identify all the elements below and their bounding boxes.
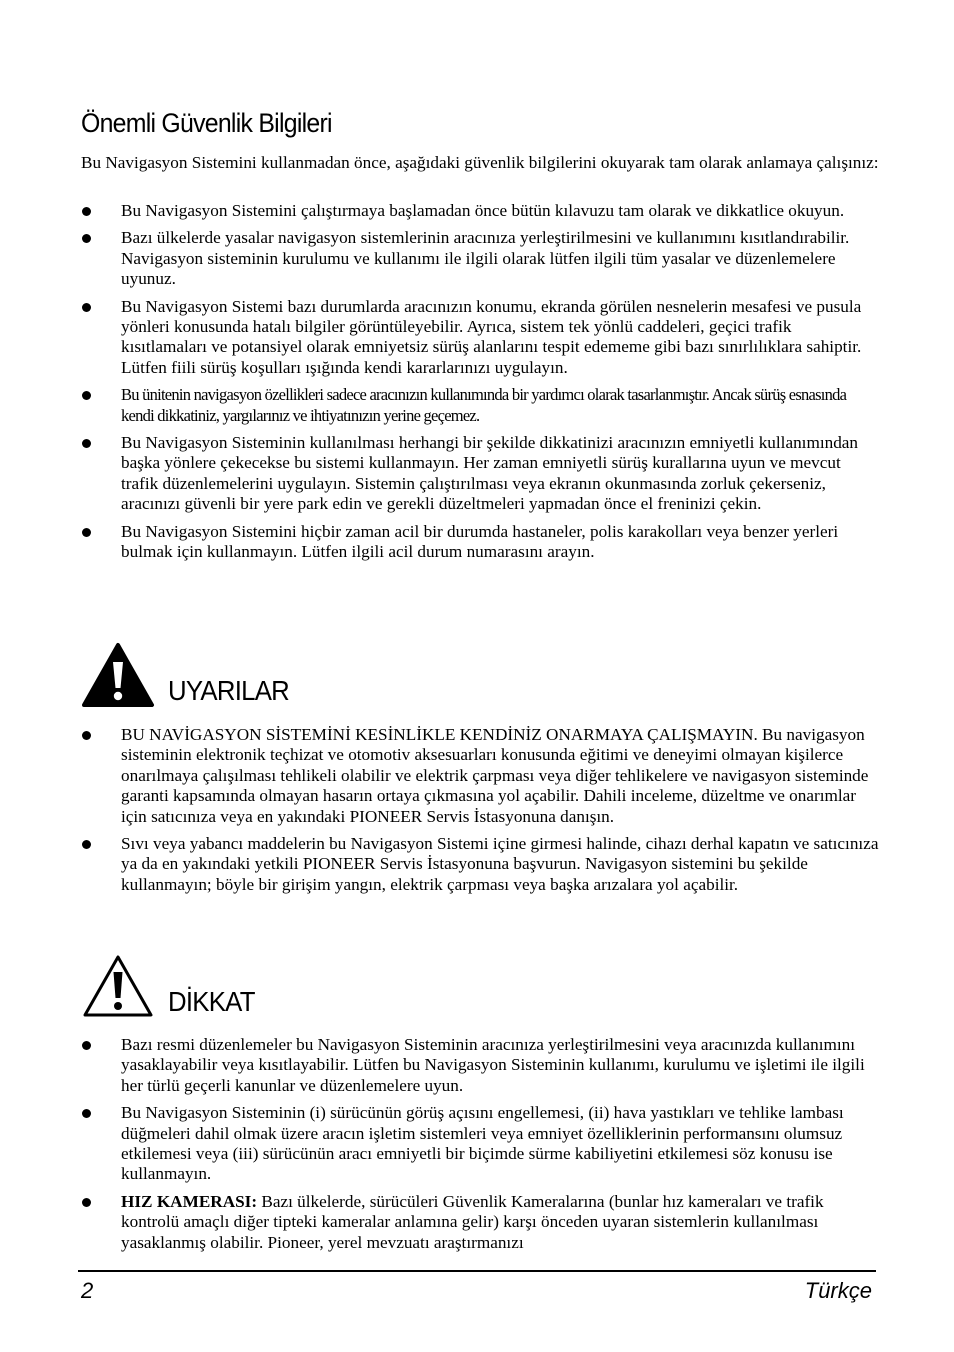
list-item: Bu Navigasyon Sistemi bazı durumlarda aracınızın konumu, ekranda görülen nesnelerin mesafesi ve pusula yönleri konusunda hatalı bilgiler görüntüleyebilir. Ayrıca, sistem tek yönlü caddeleri, geçici trafik kısıtlamaları ve potansiyel olarak emniyetsiz sürüş alanlarını tespit edememe gibi bazı sınırlılıklara sahiptir. Lütfen fiili sürüş koşulları ışığında kendi kararlarınızı uygulayın. bbox=[81, 297, 881, 379]
warning-filled-icon bbox=[81, 642, 155, 708]
warnings-title: UYARILAR bbox=[168, 675, 290, 706]
bullet-icon bbox=[82, 303, 91, 312]
bullet-icon bbox=[82, 528, 91, 537]
list-item: Bu Navigasyon Sisteminin kullanılması herhangi bir şekilde dikkatinizi aracınızın emniyetli kullanımından başka yönlere çekecekse bu sistemi kullanmayın. Her zaman emniyetli sürüş kurallarına uyun ve mevcut trafik düzenlemelerini uygulayın. Sistemin çalıştırılması veya ekranın okunmasında zorluk çekerseniz, aracınızı güvenli bir yere park edin ve gerekli düzeltmeleri yapmadan önce el freninizi çekin. bbox=[81, 433, 881, 515]
list-item: Sıvı veya yabancı maddelerin bu Navigasyon Sistemi içine girmesi halinde, cihazı derhal kapatın ve satıcınıza ya da en yakındaki yetkili PIONEER Servis İstasyonuna başvurun. Navigasyon sistemini bu şekilde kullanmayın; böyle bir girişim yangın, elektrik çarpması veya başka arızalara yol açabilir. bbox=[81, 834, 881, 895]
bullet-icon bbox=[82, 207, 91, 216]
speed-camera-label: HIZ KAMERASI: bbox=[121, 1191, 258, 1211]
footer-divider bbox=[78, 1270, 876, 1272]
bullet-icon bbox=[82, 1041, 91, 1050]
safety-list bbox=[81, 201, 881, 570]
intro-paragraph: Bu Navigasyon Sistemini kullanmadan önce, aşağıdaki güvenlik bilgilerini okuyarak tam olarak anlamaya çalışınız: bbox=[81, 153, 879, 172]
list-item: Bu ünitenin navigasyon özellikleri sadece aracınızın kullanımında bir yardımcı olarak tasarlanmıştır. Ancak sürüş esnasında kendi dikkatiniz, yargılarınız ve ihtiyatınızın yerine geçemez. bbox=[81, 385, 881, 426]
footer-language: Türkçe bbox=[804, 1278, 872, 1303]
warnings-list bbox=[81, 725, 881, 902]
bullet-icon bbox=[82, 840, 91, 849]
list-item: Bazı ülkelerde yasalar navigasyon sistemlerinin aracınıza yerleştirilmesini ve kullanımını kısıtlandırabilir. Navigasyon sisteminin kurulumu ve kullanımı ile ilgili olarak lütfen ilgili tüm yasalar ve düzenlemelere uyunuz. bbox=[81, 228, 881, 289]
list-item: BU NAVİGASYON SİSTEMİNİ KESİNLİKLE KENDİNİZ ONARMAYA ÇALIŞMAYIN. Bu navigasyon sisteminin elektronik teçhizat ve otomotiv aksesuarları konusunda eğitimi ve deneyimi olmayan kişilerce onarılmaya çalışılması tehlikeli olabilir ve elektrik çarpması veya diğer tehlikelere ve navigasyon sisteminde garanti kapsamında olmayan hasarın ortaya çıkmasına yol açabilir. Dahili inceleme, düzeltme ve onarımlar için satıcınıza veya en yakındaki PIONEER Servis İstasyonuna danışın. bbox=[81, 725, 881, 827]
warnings-header bbox=[81, 642, 481, 712]
caution-header bbox=[81, 953, 481, 1023]
caution-outline-icon bbox=[81, 953, 155, 1019]
page-title: Önemli Güvenlik Bilgileri bbox=[81, 108, 332, 138]
caution-list bbox=[81, 1035, 881, 1260]
list-item: Bu Navigasyon Sistemini hiçbir zaman acil bir durumda hastaneler, polis karakolları veya benzer yerleri bulmak için kullanmayın. Lütfen ilgili acil durum numarasını arayın. bbox=[81, 522, 881, 563]
bullet-icon bbox=[82, 234, 91, 243]
page-number: 2 bbox=[81, 1278, 94, 1303]
list-item: Bazı resmi düzenlemeler bu Navigasyon Sisteminin aracınıza yerleştirilmesini veya aracınızda kullanımını yasaklayabilir veya kısıtlayabilir. Lütfen bu Navigasyon Sisteminin kullanımı, kurulumu ve işletimi ile ilgili her türlü geçerli kanunlar ve düzenlemelere uyun. bbox=[81, 1035, 881, 1096]
bullet-icon bbox=[82, 391, 91, 400]
bullet-icon bbox=[82, 731, 91, 740]
bullet-icon bbox=[82, 1198, 91, 1207]
caution-title: DİKKAT bbox=[168, 986, 255, 1017]
list-item: Bu Navigasyon Sistemini çalıştırmaya başlamadan önce bütün kılavuzu tam olarak ve dikkatlice okuyun. bbox=[81, 201, 881, 221]
bullet-icon bbox=[82, 1109, 91, 1118]
bullet-icon bbox=[82, 439, 91, 448]
list-item: HIZ KAMERASI: Bazı ülkelerde, sürücüleri Güvenlik Kameralarına (bunlar hız kameraları ve trafik kontrolü amaçlı diğer tipteki kameralar anlamına gelir) karşı önceden uyaran sistemlerin kullanılması yasaklanmış olabilir. Pioneer, yerel mevzuatı araştırmanızı bbox=[81, 1192, 881, 1253]
list-item: Bu Navigasyon Sisteminin (i) sürücünün görüş açısını engellemesi, (ii) hava yastıkları ve tehlike lambası düğmeleri dahil olmak üzere aracın işletim sistemleri veya emniyet özelliklerinin performansını olumsuz etkilemesi veya (iii) sürücünün aracı emniyetli bir biçimde sürme kabiliyetini etkilemesi söz konusu ise kullanmayın. bbox=[81, 1103, 881, 1185]
